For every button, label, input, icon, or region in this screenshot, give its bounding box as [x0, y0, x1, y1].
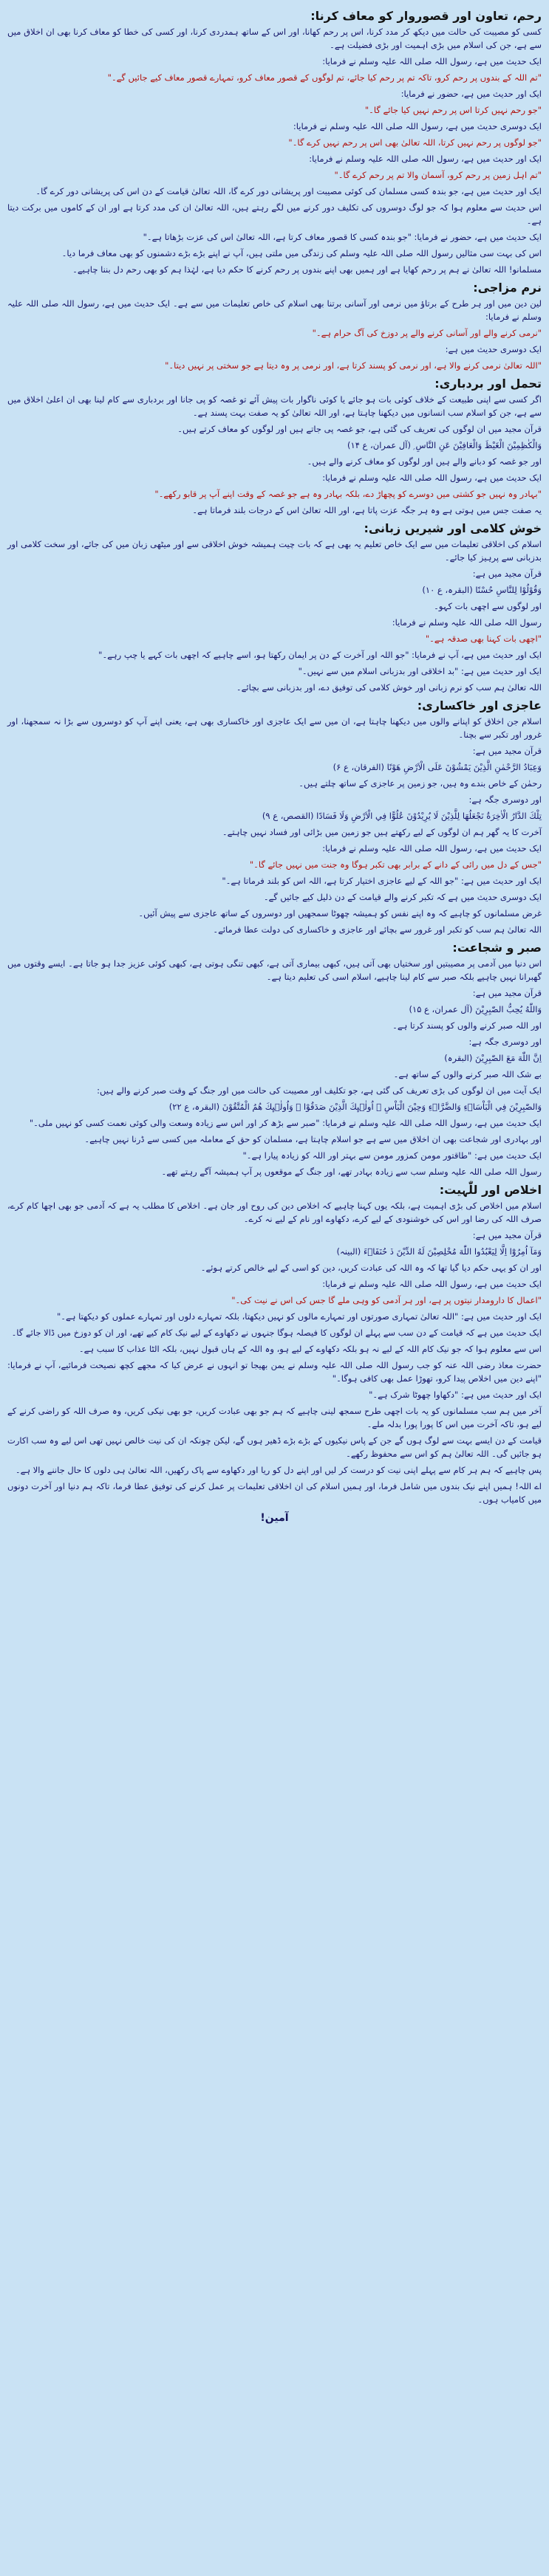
paragraph: "جو رحم نہیں کرتا اس پر رحم نہیں کیا جائے گا۔" [364, 105, 542, 115]
paragraph: "اچھی بات کہنا بھی صدقہ ہے۔" [425, 633, 542, 644]
section-heading: صبر و شجاعت: [452, 941, 542, 955]
paragraph: اس دنیا میں آدمی پر مصیبتیں اور سختیاں بھی آتی ہیں، کبھی بیماری آتی ہے، کبھی تنگی ہوتی ہے، کبھی کوئی عزیز جدا ہو جاتا ہے۔ ایسے وقتوں میں گھبرانا نہیں چاہیے بلکہ صبر سے کام لینا چاہیے، اسلام اسی کی تعلیم دیتا ہے۔ [7, 958, 542, 982]
paragraph: رسول اللہ صلی اللہ علیہ وسلم سب سے زیادہ بہادر تھے، اور جنگ کے موقعوں پر آپ ہمیشہ آگے رہتے تھے۔ [161, 1167, 542, 1177]
section-heading: خوش کلامی اور شیریں زبانی: [364, 521, 542, 535]
paragraph: اس حدیث سے معلوم ہوا کہ جو لوگ دوسروں کی تکلیف دور کرنے میں لگے رہتے ہیں، اللہ تعالیٰ ان کی مدد کرتا ہے اور ان کے کاموں میں برکت دیتا ہے۔ [7, 202, 542, 226]
section [7, 281, 542, 372]
paragraph: وَقُوْلُوْا لِلنَّاسِ حُسْنًا (البقرہ، ع ۱۰) [422, 585, 542, 595]
paragraph: لین دین میں اور ہر طرح کے برتاؤ میں نرمی اور آسانی برتنا بھی اسلام کی خاص تعلیمات میں سے ہے۔ ایک حدیث میں ہے، رسول اللہ صلی اللہ علیہ وسلم نے فرمایا: [7, 298, 542, 322]
paragraph: یہ صفت جس میں ہوتی ہے وہ ہر جگہ عزت پاتا ہے، اور اللہ تعالیٰ اس کے درجات بلند فرماتا ہے۔ [192, 505, 542, 515]
paragraph: ایک حدیث میں ہے، رسول اللہ صلی اللہ علیہ وسلم نے فرمایا: "صبر سے بڑھ کر اور اس سے زیادہ وسعت والی کوئی نعمت کسی کو نہیں ملی۔" [29, 1118, 542, 1128]
paragraph: ایک اور حدیث میں ہے، آپ نے فرمایا: "جو اللہ اور آخرت کے دن پر ایمان رکھتا ہو، اسے چاہیے کہ اچھی بات کہے یا چپ رہے۔" [98, 650, 542, 660]
section-heading: عاجزی اور خاکساری: [417, 698, 542, 712]
paragraph: ایک حدیث میں ہے کہ قیامت کے دن سب سے پہلے ان لوگوں کا فیصلہ ہوگا جنہوں نے دکھاوے کے لیے نیک کام کیے تھے، اور ان کو دوزخ میں ڈالا جائے گا۔ [11, 1328, 542, 1338]
paragraph: اور دوسری جگہ ہے: [468, 1037, 542, 1047]
paragraph: اِنَّ اللّٰهَ مَعَ الصّٰبِرِيْنَ (البقرہ) [444, 1053, 542, 1063]
paragraph: رسول اللہ صلی اللہ علیہ وسلم نے فرمایا: [392, 617, 542, 628]
section [7, 1183, 542, 1506]
paragraph: آخر میں ہم سب مسلمانوں کو یہ بات اچھی طرح سمجھ لینی چاہیے کہ ہم جو بھی عبادت کریں، جو بھی نیکی کریں، وہ صرف اللہ کو راضی کرنے کے لیے ہو، تاکہ آخرت میں اس کا پورا پورا بدلہ ملے۔ [7, 1406, 542, 1429]
paragraph: ایک اور حدیث میں ہے، حضور نے فرمایا: [400, 89, 542, 99]
paragraph: اس سے معلوم ہوا کہ جو نیک کام اللہ کے لیے نہ ہو بلکہ دکھاوے کے لیے ہو، وہ اللہ کے ہاں قبول نہیں، بلکہ الٹا عذاب کا سبب ہے۔ [78, 1344, 542, 1354]
paragraph: ایک اور حدیث میں ہے، جو بندہ کسی مسلمان کی کوئی مصیبت اور پریشانی دور کرے گا، اللہ تعالیٰ قیامت کے دن اس کی پریشانی دور کرے گا۔ [35, 186, 542, 196]
paragraph: اسلام میں اخلاص کی بڑی اہمیت ہے، بلکہ یوں کہنا چاہیے کہ اخلاص دین کی روح اور جان ہے۔ اخلاص کا مطلب یہ ہے کہ آدمی جو بھی اچھا کام کرے، صرف اللہ کی رضا اور اس کی خوشنودی کے لیے کرے، دکھاوے اور نام کے لیے نہ کرے۔ [7, 1201, 542, 1224]
paragraph: "نرمی کرنے والے اور آسانی کرنے والے پر دوزخ کی آگ حرام ہے۔" [312, 328, 542, 338]
paragraph: اس کی بہت سی مثالیں رسول اللہ صلی اللہ علیہ وسلم کی زندگی میں ملتی ہیں، آپ نے اپنے بڑے بڑے دشمنوں کو بھی معاف فرما دیا۔ [61, 248, 542, 258]
paragraph: ایک حدیث میں ہے، رسول اللہ صلی اللہ علیہ وسلم نے فرمایا: [322, 473, 542, 483]
paragraph: وَاللّٰهُ يُحِبُّ الصّٰبِرِيْنَ (آل عمران، ع ۱۵) [409, 1004, 542, 1014]
paragraph: مسلمانو! اللہ تعالیٰ نے ہم پر رحم کھایا ہے اور ہمیں بھی اپنے بندوں پر رحم کرنے کا حکم دیا ہے، لہٰذا ہم کو بھی رحم دل بننا چاہیے۔ [72, 264, 542, 275]
section-heading: نرم مزاجی: [473, 281, 542, 295]
paragraph: ایک حدیث میں ہے، رسول اللہ صلی اللہ علیہ وسلم نے فرمایا: [322, 56, 542, 66]
paragraph: اور ان کو یہی حکم دیا گیا تھا کہ وہ اللہ کی عبادت کریں، دین کو اسی کے لیے خالص کرتے ہوئے۔ [200, 1263, 542, 1273]
paragraph: قرآن مجید میں ہے: [472, 988, 542, 998]
section [7, 377, 542, 517]
paragraph: قرآن مجید میں ہے: [472, 1230, 542, 1240]
paragraph: "جس کے دل میں رائی کے دانے کے برابر بھی تکبر ہوگا وہ جنت میں نہیں جائے گا۔" [249, 859, 542, 870]
paragraph: وَالْكٰظِمِيْنَ الْغَيْظَ وَالْعَافِيْنَ عَنِ النَّاسِ ۭ (آل عمران، ع ۱۴) [347, 440, 542, 450]
paragraph: ایک حدیث میں ہے، رسول اللہ صلی اللہ علیہ وسلم نے فرمایا: [322, 843, 542, 853]
paragraph: اسلام کی اخلاقی تعلیمات میں سے ایک خاص تعلیم یہ بھی ہے کہ بات چیت ہمیشہ خوش اخلاقی سے اور میٹھی زبان میں کی جائے، اور سخت کلامی اور بدزبانی سے پرہیز کیا جائے۔ [7, 539, 542, 563]
paragraph: اور جو غصہ کو دبانے والے ہیں اور لوگوں کو معاف کرنے والے ہیں۔ [307, 456, 542, 467]
section [7, 9, 542, 276]
section-heading: اخلاص اور للّٰہیت: [439, 1183, 542, 1197]
paragraph: ایک دوسری حدیث میں ہے، رسول اللہ صلی اللہ علیہ وسلم نے فرمایا: [293, 121, 542, 131]
paragraph: اور دوسری جگہ ہے: [468, 794, 542, 805]
paragraph: حضرت معاذ رضی اللہ عنہ کو جب رسول اللہ صلی اللہ علیہ وسلم نے یمن بھیجا تو انہوں نے عرض کیا کہ مجھے کچھ نصیحت فرمائیے، آپ نے فرمایا: "اپنے دین میں اخلاص پیدا کرو، تھوڑا عمل بھی کافی ہوگا۔" [7, 1360, 542, 1384]
closing-text: آمین! [260, 1512, 289, 1524]
paragraph: اسلام جن اخلاق کو اپنانے والوں میں دیکھنا چاہتا ہے، ان میں سے ایک عاجزی اور خاکساری بھی ہے، یعنی اپنے آپ کو دوسروں سے بڑا نہ سمجھنا، اور غرور اور تکبر سے بچنا۔ [7, 716, 542, 740]
paragraph: "جو لوگوں پر رحم نہیں کرتا، اللہ تعالیٰ بھی اس پر رحم نہیں کرے گا۔" [288, 137, 542, 148]
paragraph: اگر کسی سے اپنی طبیعت کے خلاف کوئی بات ہو جائے یا کوئی ناگوار بات پیش آئے تو غصہ کو پی جانا اور بردباری سے کام لینا بھی ان اعلیٰ اخلاق میں سے ہے، جن کو اسلام سب انسانوں میں دیکھنا چاہتا ہے، اور اللہ تعالیٰ کو یہ صفت بہت پسند ہے۔ [7, 394, 542, 418]
paragraph: ایک آیت میں ان لوگوں کی بڑی تعریف کی گئی ہے، جو تکلیف اور مصیبت کی حالت میں اور جنگ کے وقت صبر کرنے والے ہیں: [97, 1085, 542, 1096]
paragraph: تِلْكَ الدَّارُ الْاٰخِرَةُ نَجْعَلُهَا لِلَّذِيْنَ لَا يُرِيْدُوْنَ عُلُوًّا فِي الْاَرْضِ وَلَا فَسَادًا (القصص، ع ۹) [262, 811, 542, 821]
section [7, 521, 542, 694]
paragraph: اے اللہ! ہمیں اپنے نیک بندوں میں شامل فرما، اور ہمیں اسلام کی ان اخلاقی تعلیمات پر عمل کرنے کی توفیق عطا فرما، تاکہ ہم دنیا اور آخرت دونوں میں کامیاب ہوں۔ [7, 1481, 542, 1505]
paragraph: قرآن مجید میں ان لوگوں کی تعریف کی گئی ہے، جو غصہ پی جاتے ہیں اور لوگوں کو معاف کرتے ہیں۔ [177, 424, 542, 434]
paragraph: ایک دوسری حدیث میں ہے کہ تکبر کرنے والے قیامت کے دن ذلیل کیے جائیں گے۔ [263, 892, 542, 902]
paragraph: وَمَآ اُمِرُوْٓا اِلَّا لِيَعْبُدُوا اللّٰهَ مُخْلِصِيْنَ لَهُ الدِّيْنَ ڏ حُنَفَاۗءَ (البینہ) [336, 1246, 542, 1257]
section [7, 698, 542, 936]
paragraph: وَالصّٰبِرِيْنَ فِي الْبَاْسَاۗءِ وَالضَّرَّاۗءِ وَحِيْنَ الْبَاْسِ ۭ اُولٰۗىِٕكَ الَّذِيْنَ صَدَقُوْا ۭ وَاُولٰۗىِٕكَ هُمُ الْمُتَّقُوْنَ (البقرہ، ع ۲۲) [168, 1102, 542, 1112]
paragraph: "اعمال کا دارومدار نیتوں پر ہے، اور ہر آدمی کو وہی ملے گا جس کی اس نے نیت کی۔" [231, 1295, 542, 1305]
paragraph: رحمٰن کے خاص بندے وہ ہیں، جو زمین پر عاجزی کے ساتھ چلتے ہیں۔ [299, 778, 542, 789]
paragraph: کسی کو مصیبت کی حالت میں دیکھ کر مدد کرنا، اس پر رحم کھانا، اور اس کے ساتھ ہمدردی کرنا، اور کسی کی خطا کو معاف کرنا بھی ان اخلاق میں سے ہے، جن کی اسلام میں بڑی اہمیت اور بڑی فضیلت ہے۔ [7, 27, 542, 50]
paragraph: ایک اور حدیث میں ہے: "جو اللہ کے لیے عاجزی اختیار کرتا ہے، اللہ اس کو بلند فرماتا ہے۔" [222, 876, 542, 886]
paragraph: قرآن مجید میں ہے: [472, 569, 542, 579]
paragraph: بے شک اللہ صبر کرنے والوں کے ساتھ ہے۔ [393, 1069, 542, 1079]
paragraph: قیامت کے دن ایسے بہت سے لوگ ہوں گے جن کے پاس نیکیوں کے بڑے بڑے ڈھیر ہوں گے، لیکن چونکہ ان کی نیت خالص نہیں تھی اس لیے وہ سب اکارت ہو جائیں گی۔ اللہ تعالیٰ ہم کو اس سے محفوظ رکھے۔ [7, 1435, 542, 1459]
paragraph: غرض مسلمانوں کو چاہیے کہ وہ اپنے نفس کو ہمیشہ چھوٹا سمجھیں اور دوسروں کے ساتھ عاجزی سے پیش آئیں۔ [138, 908, 542, 918]
paragraph: ایک دوسری حدیث میں ہے: [445, 344, 542, 354]
paragraph: "تم اللہ کے بندوں پر رحم کرو، تاکہ تم پر رحم کیا جائے، تم لوگوں کے قصور معاف کرو، تمہارے قصور معاف کیے جائیں گے۔" [107, 72, 542, 83]
paragraph: اور بہادری اور شجاعت بھی ان اخلاق میں سے ہے جو اسلام چاہتا ہے، مسلمان کو حق کے معاملہ میں کسی سے ڈرنا نہیں چاہیے۔ [84, 1134, 542, 1144]
paragraph: اللہ تعالیٰ ہم سب کو نرم زبانی اور خوش کلامی کی توفیق دے، اور بدزبانی سے بچائے۔ [236, 682, 542, 693]
paragraph: "اللہ تعالیٰ نرمی کرنے والا ہے، اور نرمی کو پسند کرتا ہے، اور نرمی پر وہ دیتا ہے جو سختی پر نہیں دیتا۔" [165, 360, 542, 371]
paragraph: اور لوگوں سے اچھی بات کہو۔ [434, 601, 542, 611]
paragraph: ایک اور حدیث میں ہے: "دکھاوا چھوٹا شرک ہے۔" [369, 1390, 542, 1400]
paragraph: ایک حدیث میں ہے: "طاقتور مومن کمزور مومن سے بہتر اور اللہ کو زیادہ پیارا ہے۔" [242, 1150, 542, 1161]
section [7, 941, 542, 1178]
paragraph: ایک حدیث میں ہے، رسول اللہ صلی اللہ علیہ وسلم نے فرمایا: [322, 1279, 542, 1289]
paragraph: اور اللہ صبر کرنے والوں کو پسند کرتا ہے۔ [392, 1020, 542, 1031]
paragraph: "بہادر وہ نہیں جو کشتی میں دوسرے کو پچھاڑ دے، بلکہ بہادر وہ ہے جو غصہ کے وقت اپنے آپ پر قابو رکھے۔" [154, 489, 542, 499]
section-heading: رحم، تعاون اور قصوروار کو معاف کرنا: [310, 9, 542, 23]
paragraph: ایک اور حدیث میں ہے: "اللہ تعالیٰ تمہاری صورتوں اور تمہارے مالوں کو نہیں دیکھتا، بلکہ تمہارے دلوں اور تمہارے عملوں کو دیکھتا ہے۔" [56, 1311, 542, 1322]
paragraph: آخرت کا یہ گھر ہم ان لوگوں کے لیے رکھتے ہیں جو زمین میں بڑائی اور فساد نہیں چاہتے۔ [222, 827, 542, 837]
section-heading: تحمل اور بردباری: [434, 377, 542, 391]
paragraph: "تم اہل زمین پر رحم کرو، آسمان والا تم پر رحم کرے گا۔" [334, 170, 542, 180]
sections [7, 9, 542, 1506]
paragraph: ایک اور حدیث میں ہے: "بد اخلاقی اور بدزبانی اسلام میں سے نہیں۔" [298, 666, 542, 676]
paragraph: قرآن مجید میں ہے: [472, 746, 542, 756]
paragraph: وَعِبَادُ الرَّحْمٰنِ الَّذِيْنَ يَمْشُوْنَ عَلَى الْاَرْضِ هَوْنًا (الفرقان، ع ۶) [333, 762, 542, 772]
paragraph: اللہ تعالیٰ ہم سب کو تکبر اور غرور سے بچائے اور عاجزی و خاکساری کی دولت عطا فرمائے۔ [213, 924, 542, 935]
paragraph: ایک حدیث میں ہے، حضور نے فرمایا: "جو بندہ کسی کا قصور معاف کرتا ہے، اللہ تعالیٰ اس کی عزت بڑھاتا ہے۔" [143, 232, 542, 242]
paragraph: ایک اور حدیث میں ہے، رسول اللہ صلی اللہ علیہ وسلم نے فرمایا: [309, 154, 542, 164]
paragraph: پس چاہیے کہ ہم ہر کام سے پہلے اپنی نیت کو درست کر لیں اور اپنے دل کو ریا اور دکھاوے سے پاک رکھیں، اللہ تعالیٰ ہی دلوں کا حال جاننے والا ہے۔ [15, 1465, 542, 1475]
